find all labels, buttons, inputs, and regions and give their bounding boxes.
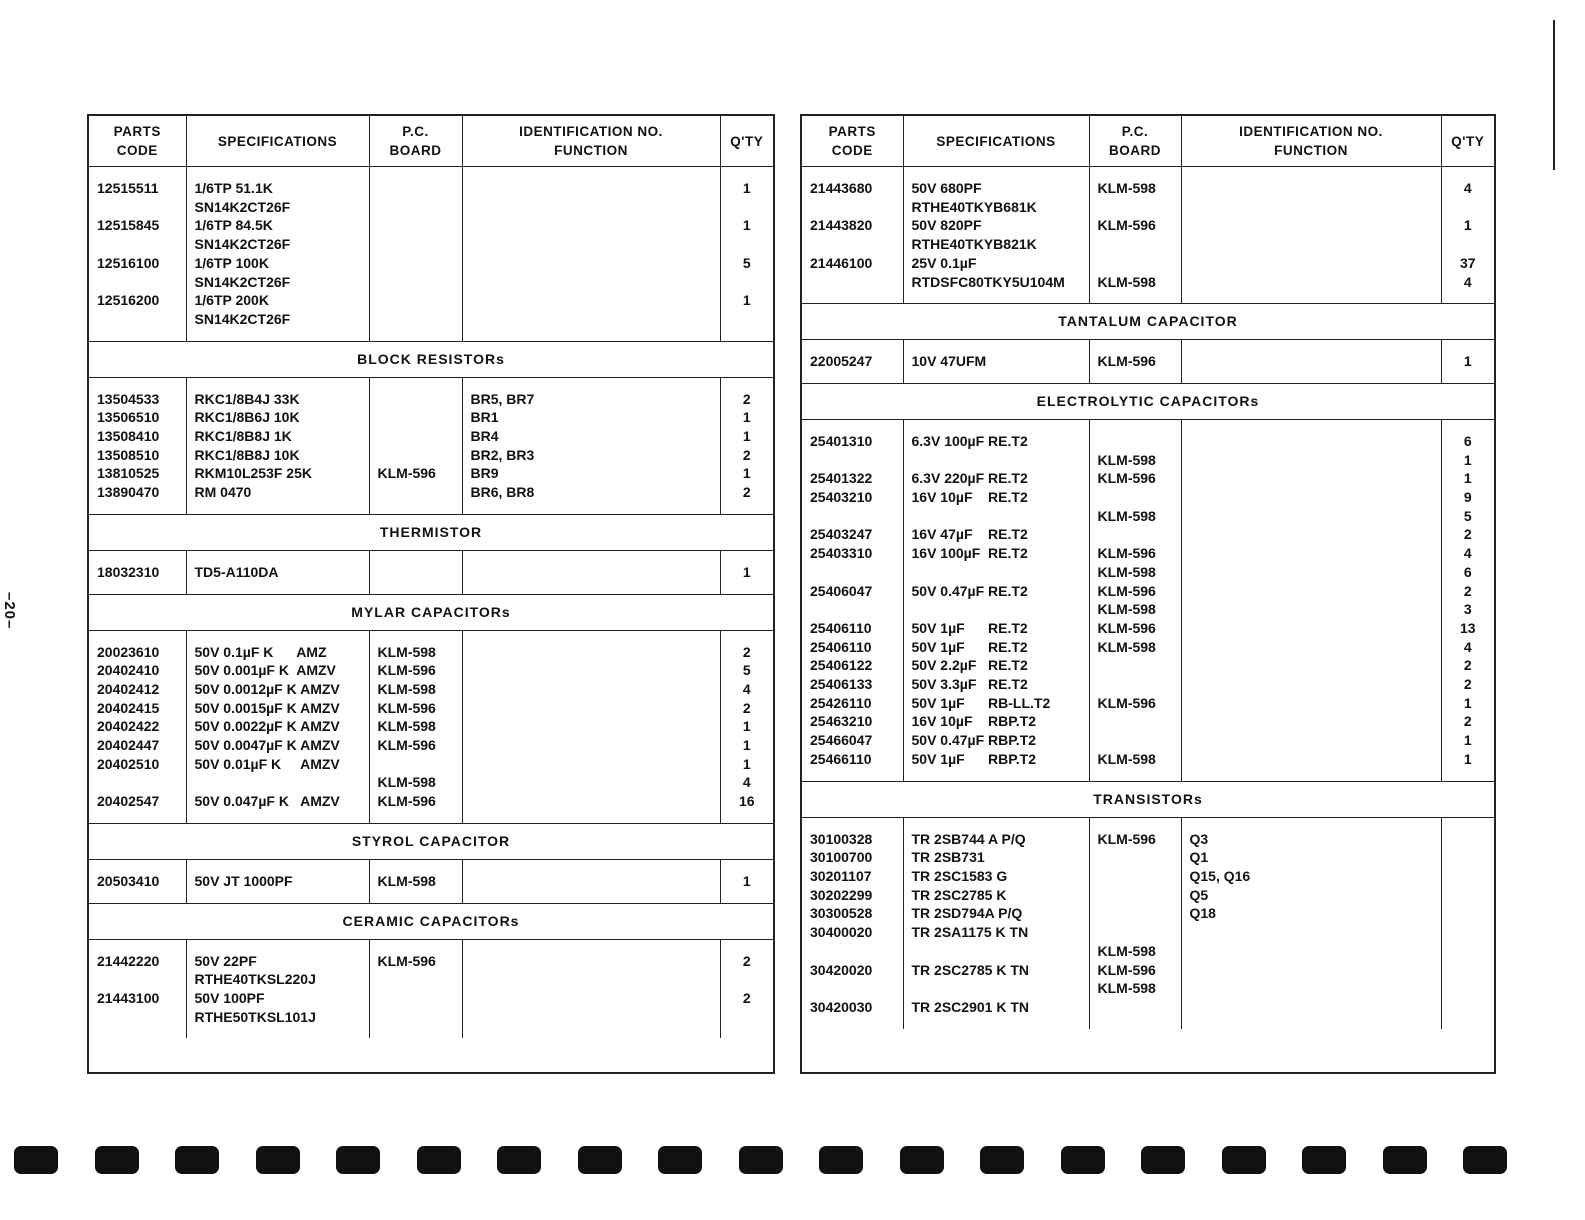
section-header-row <box>89 823 773 859</box>
parts-code-cell: 25401310 25401322 25403210 25403247 25403310 25406047 25406110 25406110 25406122 25406133 25426110 25463210 25466047 25466110 <box>802 419 903 781</box>
function-cell <box>462 939 720 1038</box>
section-title: CERAMIC CAPACITORs <box>89 903 773 939</box>
binder-hole <box>175 1146 219 1174</box>
header-qty <box>720 116 773 167</box>
section-header-row <box>89 514 773 550</box>
parts-group-row <box>802 167 1494 304</box>
left-header-row <box>89 116 773 167</box>
function-cell <box>1181 419 1441 781</box>
binder-hole <box>1302 1146 1346 1174</box>
specification-cell: 1/6TP 51.1K SN14K2CT26F 1/6TP 84.5K SN14K2CT26F 1/6TP 100K SN14K2CT26F 1/6TP 200K SN14K2CT26F <box>186 167 369 342</box>
quantity-cell <box>1441 817 1494 1029</box>
parts-group-row <box>89 167 773 342</box>
binder-hole <box>980 1146 1024 1174</box>
pc-board-cell: KLM-598 KLM-596 KLM-598 <box>1089 167 1181 304</box>
section-header-row <box>802 304 1494 340</box>
header-parts-code <box>89 116 186 167</box>
section-title: MYLAR CAPACITORs <box>89 594 773 630</box>
left-parts-table <box>89 116 773 1038</box>
binder-hole <box>819 1146 863 1174</box>
right-parts-table <box>802 116 1494 1029</box>
function-cell <box>462 167 720 342</box>
specification-cell: TD5-A110DA <box>186 550 369 594</box>
quantity-cell: 6 1 1 9 5 2 4 6 2 3 13 4 2 2 1 2 1 1 <box>1459 432 1476 767</box>
pc-board-cell: KLM-598 <box>369 859 462 903</box>
header-identification <box>1181 116 1441 167</box>
specification-cell: 10V 47UFM <box>903 340 1089 384</box>
header-parts-code-text: PARTS CODE <box>828 124 876 158</box>
header-specifications <box>903 116 1089 167</box>
parts-group-row <box>89 550 773 594</box>
specification-cell: 50V 680PF RTHE40TKYB681K 50V 820PF RTHE40TKYB821K 25V 0.1µF RTDSFC80TKY5U104M <box>903 167 1089 304</box>
header-pc-board <box>1089 116 1181 167</box>
binder-hole <box>900 1146 944 1174</box>
section-title: TRANSISTORs <box>802 781 1494 817</box>
binder-hole <box>1061 1146 1105 1174</box>
margin-rule <box>1553 20 1555 170</box>
parts-code-cell: 20503410 <box>89 859 186 903</box>
binder-hole <box>1141 1146 1185 1174</box>
binder-hole <box>578 1146 622 1174</box>
section-header-row <box>89 903 773 939</box>
page-number: –20– <box>1 592 18 630</box>
function-cell <box>462 550 720 594</box>
pc-board-cell: KLM-596 <box>369 939 462 1038</box>
header-identification-text: IDENTIFICATION NO. FUNCTION <box>1239 124 1383 158</box>
parts-group-row <box>89 377 773 514</box>
binder-holes <box>14 1146 1514 1182</box>
specification-cell: RKC1/8B4J 33K RKC1/8B6J 10K RKC1/8B8J 1K RKC1/8B8J 10K RKM10L253F 25K RM 0470 <box>186 377 369 514</box>
section-title: TANTALUM CAPACITOR <box>802 304 1494 340</box>
header-qty-text: Q'TY <box>1451 133 1485 149</box>
function-cell: BR5, BR7 BR1 BR4 BR2, BR3 BR9 BR6, BR8 <box>462 377 720 514</box>
left-parts-table-panel <box>87 114 775 1074</box>
function-cell: Q3 Q1 Q15, Q16 Q5 Q18 <box>1181 817 1441 1029</box>
section-title: BLOCK RESISTORs <box>89 341 773 377</box>
binder-hole <box>1463 1146 1507 1174</box>
header-pc-board-text: P.C. BOARD <box>389 124 442 158</box>
header-identification-text: IDENTIFICATION NO. FUNCTION <box>519 124 663 158</box>
specification-cell: 50V JT 1000PF <box>186 859 369 903</box>
right-table-body <box>802 167 1494 1029</box>
section-title: THERMISTOR <box>89 514 773 550</box>
binder-hole <box>1222 1146 1266 1174</box>
section-title: ELECTROLYTIC CAPACITORs <box>802 383 1494 419</box>
header-specifications-text: SPECIFICATIONS <box>936 133 1056 149</box>
pc-board-cell: KLM-598 KLM-596 KLM-598 KLM-596 KLM-598 KLM-596 KLM-598 KLM-596 <box>369 630 462 823</box>
parts-code-cell: 12515511 12515845 12516100 12516200 <box>89 167 186 342</box>
right-header-row <box>802 116 1494 167</box>
binder-hole <box>417 1146 461 1174</box>
quantity-cell: 2 5 4 2 1 1 1 4 16 <box>738 643 755 810</box>
header-qty <box>1441 116 1494 167</box>
pc-board-cell <box>369 167 462 342</box>
function-cell <box>1181 340 1441 384</box>
right-parts-table-panel <box>800 114 1496 1074</box>
header-pc-board-text: P.C. BOARD <box>1109 124 1161 158</box>
specification-cell: 6.3V 100µF RE.T2 6.3V 220µF RE.T2 16V 10µF RE.T2 16V 47µF RE.T2 16V 100µF RE.T2 50V 0.47µF RE.T2 50V 1µF RE.T2 50V 1µF RE.T2 50V 2.2µF RE.T2 50V 3.3µF RE.T2 50V 1µF RB-LL.T2 16V 10µF RBP.T2 50V 0.47µF RBP.T2 50V 1µF RBP.T2 <box>903 419 1089 781</box>
binder-hole <box>256 1146 300 1174</box>
pc-board-cell: KLM-598 KLM-596 KLM-598 KLM-596 KLM-598 KLM-596 KLM-598 KLM-596 KLM-598 KLM-596 KLM-598 <box>1089 419 1181 781</box>
parts-code-cell: 21442220 21443100 <box>89 939 186 1038</box>
parts-group-row <box>802 419 1494 781</box>
binder-hole <box>658 1146 702 1174</box>
header-specifications <box>186 116 369 167</box>
section-header-row <box>802 383 1494 419</box>
binder-hole <box>497 1146 541 1174</box>
function-cell <box>462 630 720 823</box>
header-specifications-text: SPECIFICATIONS <box>217 133 338 149</box>
section-header-row <box>89 341 773 377</box>
quantity-cell: 2 1 1 2 1 2 <box>742 390 751 501</box>
binder-hole <box>1383 1146 1427 1174</box>
parts-group-row <box>89 859 773 903</box>
pc-board-cell <box>369 550 462 594</box>
section-title: STYROL CAPACITOR <box>89 823 773 859</box>
parts-code-cell: 18032310 <box>89 550 186 594</box>
specification-cell: 50V 0.1µF K AMZ 50V 0.001µF K AMZV 50V 0.0012µF K AMZV 50V 0.0015µF K AMZV 50V 0.0022µF K AMZV 50V 0.0047µF K AMZV 50V 0.01µF K AMZV 50V 0.047µF K AMZV <box>186 630 369 823</box>
header-parts-code <box>802 116 903 167</box>
header-pc-board <box>369 116 462 167</box>
function-cell <box>462 859 720 903</box>
quantity-cell: 1 1 5 1 <box>742 180 751 309</box>
parts-code-cell: 30100328 30100700 30201107 30202299 30300528 30400020 30420020 30420030 <box>802 817 903 1029</box>
parts-group-row <box>802 817 1494 1029</box>
section-header-row <box>89 594 773 630</box>
quantity-cell: 1 <box>742 872 751 889</box>
specification-cell: TR 2SB744 A P/Q TR 2SB731 TR 2SC1583 G TR 2SC2785 K TR 2SD794A P/Q TR 2SA1175 K TN TR 2SC2785 K TN TR 2SC2901 K TN <box>903 817 1089 1029</box>
parts-group-row <box>89 939 773 1038</box>
quantity-cell: 1 <box>1463 353 1472 370</box>
pc-board-cell: KLM-596 <box>369 377 462 514</box>
header-qty-text: Q'TY <box>730 133 764 149</box>
binder-hole <box>739 1146 783 1174</box>
parts-group-row <box>802 340 1494 384</box>
parts-code-cell: 21443680 21443820 21446100 <box>802 167 903 304</box>
header-parts-code-text: PARTS CODE <box>113 124 161 158</box>
parts-code-cell: 20023610 20402410 20402412 20402415 20402422 20402447 20402510 20402547 <box>89 630 186 823</box>
quantity-cell: 2 2 <box>742 952 751 1006</box>
quantity-cell: 1 <box>742 563 751 580</box>
binder-hole <box>95 1146 139 1174</box>
parts-code-cell: 22005247 <box>802 340 903 384</box>
quantity-cell: 4 1 37 4 <box>1459 180 1476 290</box>
specification-cell: 50V 22PF RTHE40TKSL220J 50V 100PF RTHE50TKSL101J <box>186 939 369 1038</box>
binder-hole <box>14 1146 58 1174</box>
pc-board-cell: KLM-596 <box>1089 340 1181 384</box>
pc-board-cell: KLM-596 KLM-598 KLM-596 KLM-598 <box>1089 817 1181 1029</box>
left-table-body <box>89 167 773 1039</box>
parts-code-cell: 13504533 13506510 13508410 13508510 13810525 13890470 <box>89 377 186 514</box>
parts-group-row <box>89 630 773 823</box>
binder-hole <box>336 1146 380 1174</box>
function-cell <box>1181 167 1441 304</box>
header-identification <box>462 116 720 167</box>
section-header-row <box>802 781 1494 817</box>
